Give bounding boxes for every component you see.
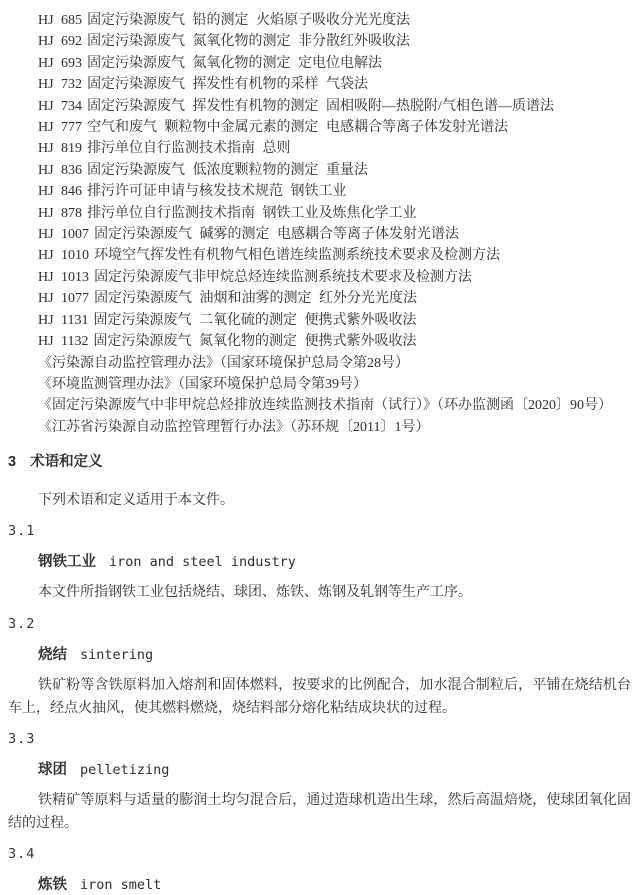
reference-item (38, 160, 631, 181)
standard-title: 固定污染源废气 挥发性有机物的采样 气袋法 (87, 77, 369, 93)
standard-code: HJ 777 (38, 120, 83, 136)
regulation-item: 《环境监测管理办法》（国家环境保护总局令第39号） (38, 376, 367, 392)
term-name-en: sintering (80, 647, 154, 664)
reference-item (38, 74, 631, 95)
term-title (8, 875, 631, 895)
regulation-item: 《污染源自动监控管理办法》（国家环境保护总局令第28号） (38, 355, 409, 371)
standard-title: 固定污染源废气 低浓度颗粒物的测定 重量法 (87, 162, 369, 178)
standard-code: HJ 1077 (38, 291, 90, 307)
standard-code: HJ 878 (38, 205, 83, 221)
term-number: 3.3 (8, 731, 36, 748)
term-name-en: pelletizing (80, 762, 170, 779)
standard-code: HJ 836 (38, 162, 83, 178)
term-name-zh: 烧结 (38, 647, 67, 664)
term-number: 3.2 (8, 616, 36, 633)
standard-title: 固定污染源废气 二氧化硫的测定 便携式紫外吸收法 (93, 312, 417, 328)
term-title (8, 760, 631, 780)
section-title: 术语和定义 (30, 454, 103, 471)
reference-item (38, 138, 631, 159)
reference-item (38, 117, 631, 138)
standard-code: HJ 1007 (38, 227, 90, 243)
term-name-zh: 炼铁 (38, 877, 67, 894)
standard-title: 环境空气挥发性有机物气相色谱连续监测系统技术要求及检测方法 (94, 248, 501, 264)
section-number: 3 (8, 454, 17, 471)
standard-code: HJ 693 (38, 55, 83, 71)
term-name-en: iron and steel industry (109, 554, 296, 571)
term-definition: 铁矿粉等含铁原料加入熔剂和固体燃料，按要求的比例配合，加水混合制粒后，平铺在烧结机台车上，经点火抽风，使其燃料燃烧，烧结料部分熔化粘结成块状的过程。 (8, 678, 631, 717)
standard-title: 固定污染源废气非甲烷总烃连续监测系统技术要求及检测方法 (94, 269, 473, 285)
standard-title: 排污许可证申请与核发技术规范 钢铁工业 (87, 184, 347, 200)
standard-code: HJ 692 (38, 34, 83, 50)
standard-code: HJ 1132 (38, 334, 89, 350)
term-title (8, 552, 631, 572)
term-number: 3.4 (8, 846, 36, 863)
standard-code: HJ 732 (38, 77, 83, 93)
standard-title: 固定污染源废气 氮氧化物的测定 非分散红外吸收法 (87, 34, 411, 50)
term-name-zh: 钢铁工业 (38, 554, 96, 571)
standard-code: HJ 734 (38, 98, 83, 114)
reference-item (38, 53, 631, 74)
standard-code: HJ 1010 (38, 248, 90, 264)
section-intro: 下列术语和定义适用于本文件。 (38, 493, 234, 509)
reference-item (38, 203, 631, 224)
regulation-item: 《江苏省污染源自动监控管理暂行办法》（苏环规〔2011〕1号） (38, 419, 430, 435)
standard-code: HJ 1013 (38, 269, 90, 285)
standard-code: HJ 846 (38, 184, 83, 200)
reference-item (38, 310, 631, 331)
reference-item (38, 224, 631, 245)
term-title (8, 645, 631, 665)
standard-code: HJ 1131 (38, 312, 89, 328)
reference-item (38, 31, 631, 52)
section-heading (8, 452, 631, 472)
standard-title: 固定污染源废气 氮氧化物的测定 定电位电解法 (87, 55, 383, 71)
regulation-item: 《固定污染源废气中非甲烷总烃排放连续监测技术指南（试行）》（环办监测函〔2020〕90号） (38, 398, 612, 414)
reference-item (38, 181, 631, 202)
standard-title: 固定污染源废气 油烟和油雾的测定 红外分光光度法 (94, 291, 418, 307)
reference-item (38, 331, 631, 352)
term-definition: 铁精矿等原料与适量的膨润土均匀混合后，通过造球机造出生球，然后高温焙烧，使球团氧化固结的过程。 (8, 793, 631, 832)
reference-item (38, 288, 631, 309)
standard-title: 排污单位自行监测技术指南 总则 (87, 141, 291, 157)
standard-title: 固定污染源废气 碱雾的测定 电感耦合等离子体发射光谱法 (94, 227, 460, 243)
standard-title: 空气和废气 颗粒物中金属元素的测定 电感耦合等离子体发射光谱法 (87, 120, 509, 136)
term-name-zh: 球团 (38, 762, 67, 779)
standard-title: 排污单位自行监测技术指南 钢铁工业及炼焦化学工业 (87, 205, 417, 221)
reference-item (38, 10, 631, 31)
standard-code: HJ 819 (38, 141, 83, 157)
standard-title: 固定污染源废气 氮氧化物的测定 便携式紫外吸收法 (93, 334, 417, 350)
reference-item (38, 96, 631, 117)
reference-item (38, 267, 631, 288)
standard-code: HJ 685 (38, 13, 83, 28)
term-number: 3.1 (8, 523, 36, 540)
standard-title: 固定污染源废气 铅的测定 火焰原子吸收分光光度法 (87, 13, 411, 28)
standard-title: 固定污染源废气 挥发性有机物的测定 固相吸附—热脱附/气相色谱—质谱法 (87, 98, 554, 114)
reference-item (38, 245, 631, 266)
term-name-en: iron smelt (80, 877, 162, 894)
reference-list (8, 10, 631, 438)
term-definition: 本文件所指钢铁工业包括烧结、球团、炼铁、炼钢及轧钢等生产工序。 (38, 585, 472, 601)
